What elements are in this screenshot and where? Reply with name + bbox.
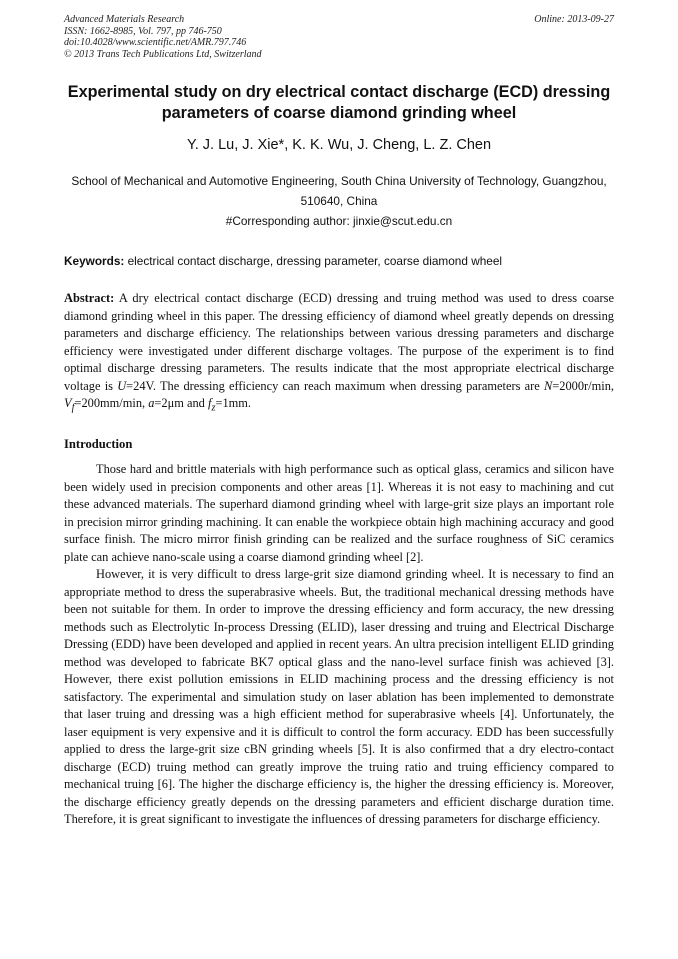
copyright-line: © 2013 Trans Tech Publications Ltd, Switzerland	[64, 48, 262, 60]
corresponding-author: #Corresponding author: jinxie@scut.edu.cn	[225, 214, 453, 228]
issn-line: ISSN: 1662-8985, Vol. 797, pp 746-750	[64, 25, 222, 37]
abstract-text-5: =2μm and	[154, 396, 208, 410]
var-f: f	[207, 396, 212, 410]
abstract-text-3: =2000r/min,	[552, 378, 614, 393]
var-v-sub: f	[71, 402, 75, 414]
var-v: V	[64, 396, 72, 410]
doi-line: doi:10.4028/www.scientific.net/AMR.797.746	[64, 37, 247, 48]
journal-name: Advanced Materials Research	[64, 14, 185, 25]
var-a: a	[148, 396, 155, 410]
abstract	[64, 290, 614, 417]
abstract-text-4: =200mm/min,	[74, 396, 149, 410]
abstract-label: Abstract:	[64, 291, 115, 305]
var-f-sub: z	[211, 402, 216, 414]
affiliation: School of Mechanical and Automotive Engineering, South China University of Technology, Guangzhou, 510640, China	[71, 174, 607, 208]
keywords	[64, 254, 614, 268]
online-date: Online: 2013-09-27	[534, 14, 614, 25]
abstract-text-1: A dry electrical contact discharge (ECD) dressing and truing method was used to dress coarse diamond grinding wheel in this paper. The dressing efficiency of diamond wheel greatly depends on dressing parameters and discharge efficiency. The relationships between various dressing parameters and discharge efficiency were investigated under different discharge voltages. The purpose of the experiment is to find optimal discharge dressing parameters. The results indicate that the most appropriate electrical discharge voltage is	[64, 291, 614, 393]
keywords-label: Keywords:	[64, 254, 125, 268]
introduction-body	[64, 461, 614, 829]
var-n: N	[544, 378, 553, 393]
section-heading-introduction: Introduction	[64, 437, 133, 451]
paragraph: However, it is very difficult to dress large-grit size diamond grinding wheel. It is necessary to find an appropriate method to dress the superabrasive wheels. But, the traditional mechanical dressing methods have been not suitable for them. In order to improve the dressing efficiency and form accuracy, the new dressing methods such as Electrolytic In-process Dressing (ELID), laser dressing and truing and Electrical Discharge Dressing (EDD) have been developed and applied in recent years. An ultra precision intelligent ELID grinding method was developed to fabricate BK7 optical glass and the nano-level surface finish was achieved [3]. However, there exist pollution emissions in ELID machining process and the dressing efficiency is not satisfactory. The experimental and simulation study on laser ablation has been implemented to demonstrate that laser truing and dressing was a high efficient method for superabrasive wheels [4]. Unfortunately, the laser equipment is very expensive and it is difficult to control the form accuracy. EDD has been successfully applied to dress the large-grit size cBN grinding wheels [5]. It is also confirmed that a dry electro-contact discharge (ECD) truing method can greatly improve the truing ratio and truing efficiency compared to mechanical truing [6]. The higher the discharge efficiency is, the higher the dressing efficiency is. Moreover, the discharge efficiency greatly depends on the dressing parameters and efficient discharge duration time. Therefore, it is great significant to investigate the influences of dressing parameters for discharge efficiency.	[64, 567, 614, 826]
author-list: Y. J. Lu, J. Xie*, K. K. Wu, J. Cheng, L. Z. Chen	[186, 137, 492, 153]
journal-header	[64, 14, 262, 60]
abstract-text-2: =24V. The dressing efficiency can reach maximum when dressing parameters are	[126, 378, 545, 393]
var-u: U	[117, 378, 127, 393]
paragraph: Those hard and brittle materials with high performance such as optical glass, ceramics and silicon have been widely used in precision components and other areas [1]. Whereas it is not easy to machining and cut these advanced materials. The superhard diamond grinding wheel with large-grit size plays an important role in precision mirror grinding machining. It can enable the workpiece obtain high machining accuracy and good surface finish. The micro mirror finish grinding can be realized and the surface roughness of SiC ceramics plate can achieve nano-scale using a coarse diamond grinding wheel [2].	[64, 462, 614, 564]
paper-title: Experimental study on dry electrical contact discharge (ECD) dressing parameters of coarse diamond grinding wheel	[67, 83, 611, 122]
abstract-text-6: =1mm.	[215, 396, 252, 410]
keywords-text: electrical contact discharge, dressing parameter, coarse diamond wheel	[127, 254, 503, 268]
